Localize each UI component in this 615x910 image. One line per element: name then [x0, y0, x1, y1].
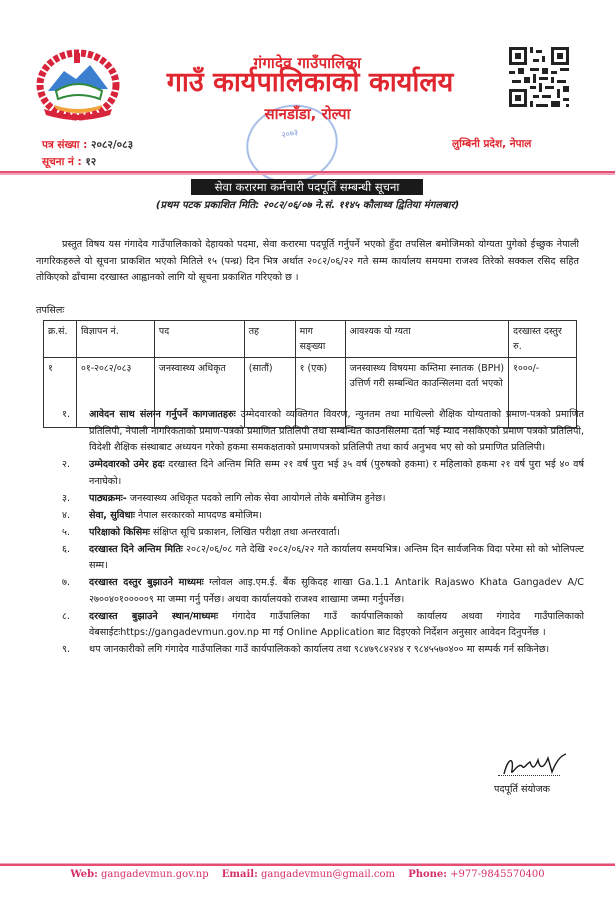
item-label: पाठ्यक्रमः-: [89, 492, 127, 504]
item-number: १.: [62, 409, 71, 420]
signatory-title: पदपूर्ति संयोजक: [494, 784, 551, 795]
notice-no-value: १२: [85, 156, 97, 168]
item-text: ग्लोवल आइ.एम.ई. बैंक सुकिदह शाखा Ga.1.1 Antarik Rajaswo Khata Gangadev A/C २७००४०१०००००९ मा जम्मा गर्नु पर्नेछ। अथवा कार्यालयको राजश्व शाखामा जम्मा गर्नुपर्नेछ।: [89, 577, 585, 605]
item-number: ७.: [62, 577, 71, 588]
item-number: ३.: [62, 492, 71, 504]
letter-no-value: २०८२/०८३: [90, 139, 134, 151]
col-header-fee: दरखास्त दस्तुर रु.: [509, 321, 577, 358]
item-text: दरखास्त दिने अन्तिम मिति सम्म २१ वर्ष पुरा भई ३५ वर्ष (पुरुषको हकमा) र महिलाको हकमा २१ वर्ष पुरा भई ४० वर्ष ननाघेको।: [89, 459, 584, 487]
item-text: नेपाल सरकारको मापदण्ड बमोजिम।: [134, 509, 263, 521]
item-number: ६.: [62, 543, 71, 555]
item-number: २.: [62, 459, 71, 470]
item-label: दरखास्त दस्तुर बुझाउने माध्यमः: [89, 577, 204, 588]
stamp-year: २०७३: [280, 127, 299, 140]
list-item: [62, 542, 584, 575]
item-text: संक्षिप्त सूचि प्रकाशन, लिखित परीक्षा तथा अन्तरवार्ता।: [149, 526, 340, 538]
conditions-list: [62, 407, 584, 659]
item-number: ९.: [62, 644, 71, 655]
item-number: ८.: [62, 610, 71, 622]
qr-code-icon: [506, 44, 572, 110]
office-address: सानडाँडा, रोल्पा: [264, 105, 351, 123]
office-name: गाउँ कार्यपालिकाको कार्यालय: [166, 67, 454, 98]
list-item: [62, 575, 584, 608]
municipality-name: गंगादेव गाउँपालिका: [253, 54, 362, 72]
cell-ad-no: ०१-२०८२/०८३: [76, 358, 154, 428]
list-item: [62, 508, 584, 525]
list-item: [62, 609, 584, 642]
footer-divider: [0, 864, 615, 866]
item-text: उम्मेदवारको व्यक्तिगत विवरण, न्युनतम तथा माथिल्लो शैक्षिक योग्यताको प्रमाण-पत्रको प्रमाणित प्रतिलिपी, नेपाली नागरिकताको प्रमाण-पत्रको प्रमाणित प्रतिलिपी तथा सम्बन्धित काउनसिलमा दर्ता भई म्याद नसकिएको प्रमाण पत्रको प्रतिलिपी, विदेशी शैक्षिक संस्थाबाट अध्ययन गरेको हकमा समकक्षताको प्रमाणपत्रको प्रतिलिपी तथा कार्य अनुभव भए सो को प्रमाणित प्रतिलिपी।: [89, 409, 585, 453]
item-text: जनस्वास्थ्य अधिकृत पदको लागि लोक सेवा आयोगले तोके बमोजिम हुनेछ।: [126, 492, 386, 504]
cell-sn: १: [44, 358, 77, 428]
cell-fee: १०००/-: [509, 358, 577, 428]
item-label: उम्मेदवारको उमेर हदः: [89, 459, 165, 470]
list-item: [62, 525, 584, 542]
item-text: २०८२/०६/०८ गते देखि २०८२/०६/२२ गते कार्यालय समयभित्र। अन्तिम दिन सार्वजनिक विदा परेमा सो को भोलिपल्ट सम्म।: [89, 543, 584, 571]
details-label: तपसिलः: [36, 305, 65, 316]
email-link[interactable]: gangadevmun@gmail.com: [260, 869, 395, 880]
publish-date-line: (प्रथम पटक प्रकाशित मिति: २०८२/०६/०७ ने.सं. ११४५ कौलाथ्व द्वितिया मंगलबार): [155, 200, 460, 211]
intro-paragraph: प्रस्तुत विषय यस गंगादेव गाउँपालिकाको देहायको पदमा, सेवा करारमा पदपूर्ति गर्नुपर्ने भएको हुँदा तपसिल बमोजिमको योग्यता पुगेको ईच्छुक नेपाली नागरिकहरुले यो सूचना प्राकशित भएको मितिले १५ (पन्ध्र) दिन भित्र अर्थात २०८२/०६/२२ गते सम्म कार्यालय समयमा राजश्व तिरेको सक्कल रसिद सहित तोकिएको ढाँचामा दरखास्त आह्वानको लागि यो सूचना प्रकाशित गरिएको छ ।: [36, 239, 579, 283]
item-label: दरखास्त बुझाउने स्थान/माध्यमः: [89, 610, 219, 622]
cell-qualification: जनस्वास्थ्य विषयमा कम्तिमा स्नातक (BPH) उत्तिर्ण गरी सम्बन्धित काउन्सिलमा दर्ता भएको: [345, 358, 509, 428]
intro-section: [36, 237, 579, 287]
footer-contact: [0, 869, 615, 880]
notice-title: सेवा करारमा कर्मचारी पदपूर्ति सम्बन्धी सूचना: [191, 179, 423, 195]
signature-line: [498, 775, 560, 776]
item-label: दरखास्त दिने अन्तिम मितिः: [89, 543, 183, 555]
col-header-sn: क्र.सं.: [44, 321, 77, 358]
table-header-row: [44, 321, 577, 358]
item-number: ४.: [62, 509, 71, 521]
header-divider: [0, 171, 615, 173]
cell-level: (सातौं): [244, 358, 295, 428]
col-header-post: पद: [154, 321, 244, 358]
item-text: थप जानकारीको लगि गंगादेव गाउँपालिका गाउँ कार्यपालिकको कार्यालय तथा ९८४७९८४२४४ र ९८४५५७०४०० मा सम्पर्क गर्न सकिनेछ।: [89, 644, 550, 655]
notice-no-label: सूचना नं :: [42, 156, 82, 168]
web-link[interactable]: gangadevmun.gov.np: [101, 869, 209, 880]
item-number: ५.: [62, 526, 71, 538]
item-label: आवेदन साथ संलग्न गर्नुपर्ने कागजातहरुः: [89, 409, 236, 420]
col-header-level: तह: [244, 321, 295, 358]
col-header-demand: माग सङ्ख्या: [295, 321, 345, 358]
list-item: [62, 491, 584, 508]
list-item: [62, 642, 584, 659]
list-item: [62, 407, 584, 457]
item-label: परिक्षाको किसिमः: [89, 526, 150, 538]
letter-no-label: पत्र संख्या :: [42, 139, 88, 151]
letter-meta: [42, 137, 133, 171]
list-item: [62, 457, 584, 490]
cell-post: जनस्वास्थ्य अधिकृत: [154, 358, 244, 428]
email-label: Email:: [221, 869, 258, 880]
item-text: गंगादेव गाउँपालिका गाउँ कार्यपालिकाको कार्यालय अथवा गंगादेव गाउँपालिकाको वेबसाईटःhttps://gangadevmun.gov.np मा गई Online Application बाट दिइएको निर्देशन अनुसार आवेदन दिनुपर्नेछ ।: [89, 610, 584, 638]
phone-number: +977-9845570400: [450, 869, 545, 880]
phone-label: Phone:: [408, 869, 447, 880]
web-label: Web:: [70, 869, 98, 880]
province-label: लुम्बिनी प्रदेश, नेपाल: [452, 138, 532, 150]
cell-demand: १ (एक): [295, 358, 345, 428]
col-header-ad-no: विज्ञापन नं.: [76, 321, 154, 358]
item-label: सेवा, सुविधाः: [89, 509, 135, 521]
col-header-qualification: आवश्यक यो ग्यता: [345, 321, 509, 358]
